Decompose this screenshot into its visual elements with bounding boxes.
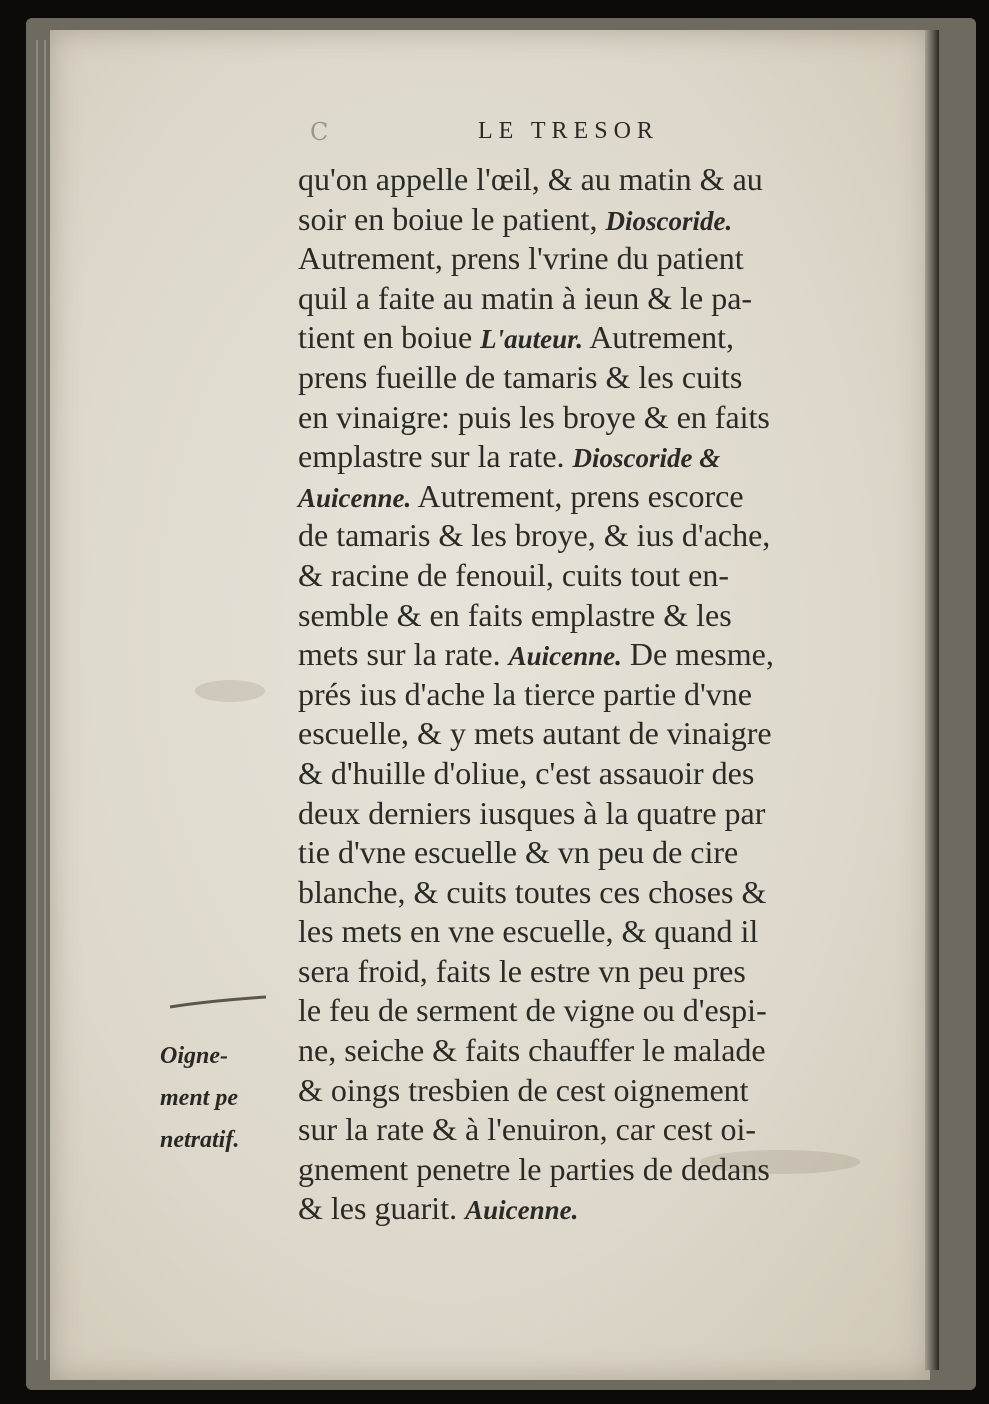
line-text-after: Autrement, prens escorce <box>417 477 744 514</box>
margin-note-line: ment pe <box>160 1085 238 1111</box>
source-citation: L'auteur. <box>480 324 583 355</box>
text-line <box>298 952 883 992</box>
text-line <box>298 516 883 556</box>
line-text: mets sur la rate. <box>298 636 501 673</box>
line-text: tient en boiue <box>298 319 473 356</box>
line-text: deux derniers iusques à la quatre par <box>298 794 766 831</box>
text-line <box>298 991 883 1031</box>
page-edge-line <box>36 40 38 1360</box>
line-text: ne, seiche & faits chauffer le malade <box>298 1032 766 1069</box>
line-text: tie d'vne escuelle & vn peu de cire <box>298 834 739 871</box>
text-line <box>298 318 883 358</box>
text-line <box>298 437 883 477</box>
text-line <box>298 1189 883 1229</box>
text-line <box>298 556 883 596</box>
text-line <box>298 1071 883 1111</box>
line-text: quil a faite au matin à ieun & le pa- <box>298 279 753 316</box>
line-text: les mets en vne escuelle, & quand il <box>298 913 759 950</box>
source-citation: Auicenne. <box>465 1195 579 1226</box>
line-text: soir en boiue le patient, <box>298 200 598 237</box>
margin-note-line: netratif. <box>160 1127 240 1153</box>
source-citation: Dioscoride & <box>572 443 721 474</box>
text-line <box>298 794 883 834</box>
line-text: semble & en faits emplastre & les <box>298 596 732 633</box>
running-head: LE TRESOR <box>478 118 659 144</box>
text-line <box>298 279 883 319</box>
line-text: emplastre sur la rate. <box>298 438 565 475</box>
source-citation: Auicenne. <box>508 641 622 672</box>
text-line <box>298 675 883 715</box>
line-text: gnement penetre le parties de dedans <box>298 1150 770 1187</box>
text-line <box>298 596 883 636</box>
text-line <box>298 833 883 873</box>
page-edge-line <box>44 40 46 1360</box>
margin-note <box>160 1035 295 1161</box>
line-text: sur la rate & à l'enuiron, car cest oi- <box>298 1111 757 1148</box>
text-line <box>298 239 883 279</box>
text-line <box>298 160 883 200</box>
line-text: le feu de serment de vigne ou d'espi- <box>298 992 767 1029</box>
text-line <box>298 873 883 913</box>
text-line <box>298 358 883 398</box>
line-text: Autrement, prens l'vrine du patient <box>298 240 744 277</box>
line-text: & racine de fenouil, cuits tout en- <box>298 556 729 593</box>
line-text-after: Autrement, <box>589 319 735 356</box>
line-text: blanche, & cuits toutes ces choses & <box>298 873 767 910</box>
text-line <box>298 1150 883 1190</box>
line-text: en vinaigre: puis les broye & en faits <box>298 398 770 435</box>
text-line <box>298 912 883 952</box>
line-text: sera froid, faits le estre vn peu pres <box>298 952 746 989</box>
head-ornament: C <box>310 118 329 146</box>
line-text-after: De mesme, <box>629 636 774 673</box>
text-line <box>298 635 883 675</box>
source-citation: Auicenne. <box>298 482 412 513</box>
line-text: & les guarit. <box>298 1190 458 1227</box>
text-line <box>298 714 883 754</box>
line-text: qu'on appelle l'œil, & au matin & au <box>298 161 763 197</box>
text-line <box>298 754 883 794</box>
body-text <box>298 160 883 1229</box>
text-line <box>298 477 883 517</box>
gutter-shadow <box>925 30 939 1370</box>
line-text: escuelle, & y mets autant de vinaigre <box>298 715 772 752</box>
text-line <box>298 1031 883 1071</box>
source-citation: Dioscoride. <box>605 205 733 236</box>
line-text: prés ius d'ache la tierce partie d'vne <box>298 675 752 712</box>
line-text: & d'huille d'oliue, c'est assauoir des <box>298 754 755 791</box>
line-text: & oings tresbien de cest oignement <box>298 1071 749 1108</box>
line-text: de tamaris & les broye, & ius d'ache, <box>298 517 771 554</box>
text-line <box>298 398 883 438</box>
text-line <box>298 1110 883 1150</box>
ink-smudge <box>195 680 265 702</box>
marginal-pen-stroke <box>168 995 268 1009</box>
line-text: prens fueille de tamaris & les cuits <box>298 358 743 395</box>
margin-note-line: Oigne- <box>160 1043 228 1069</box>
text-line <box>298 200 883 240</box>
